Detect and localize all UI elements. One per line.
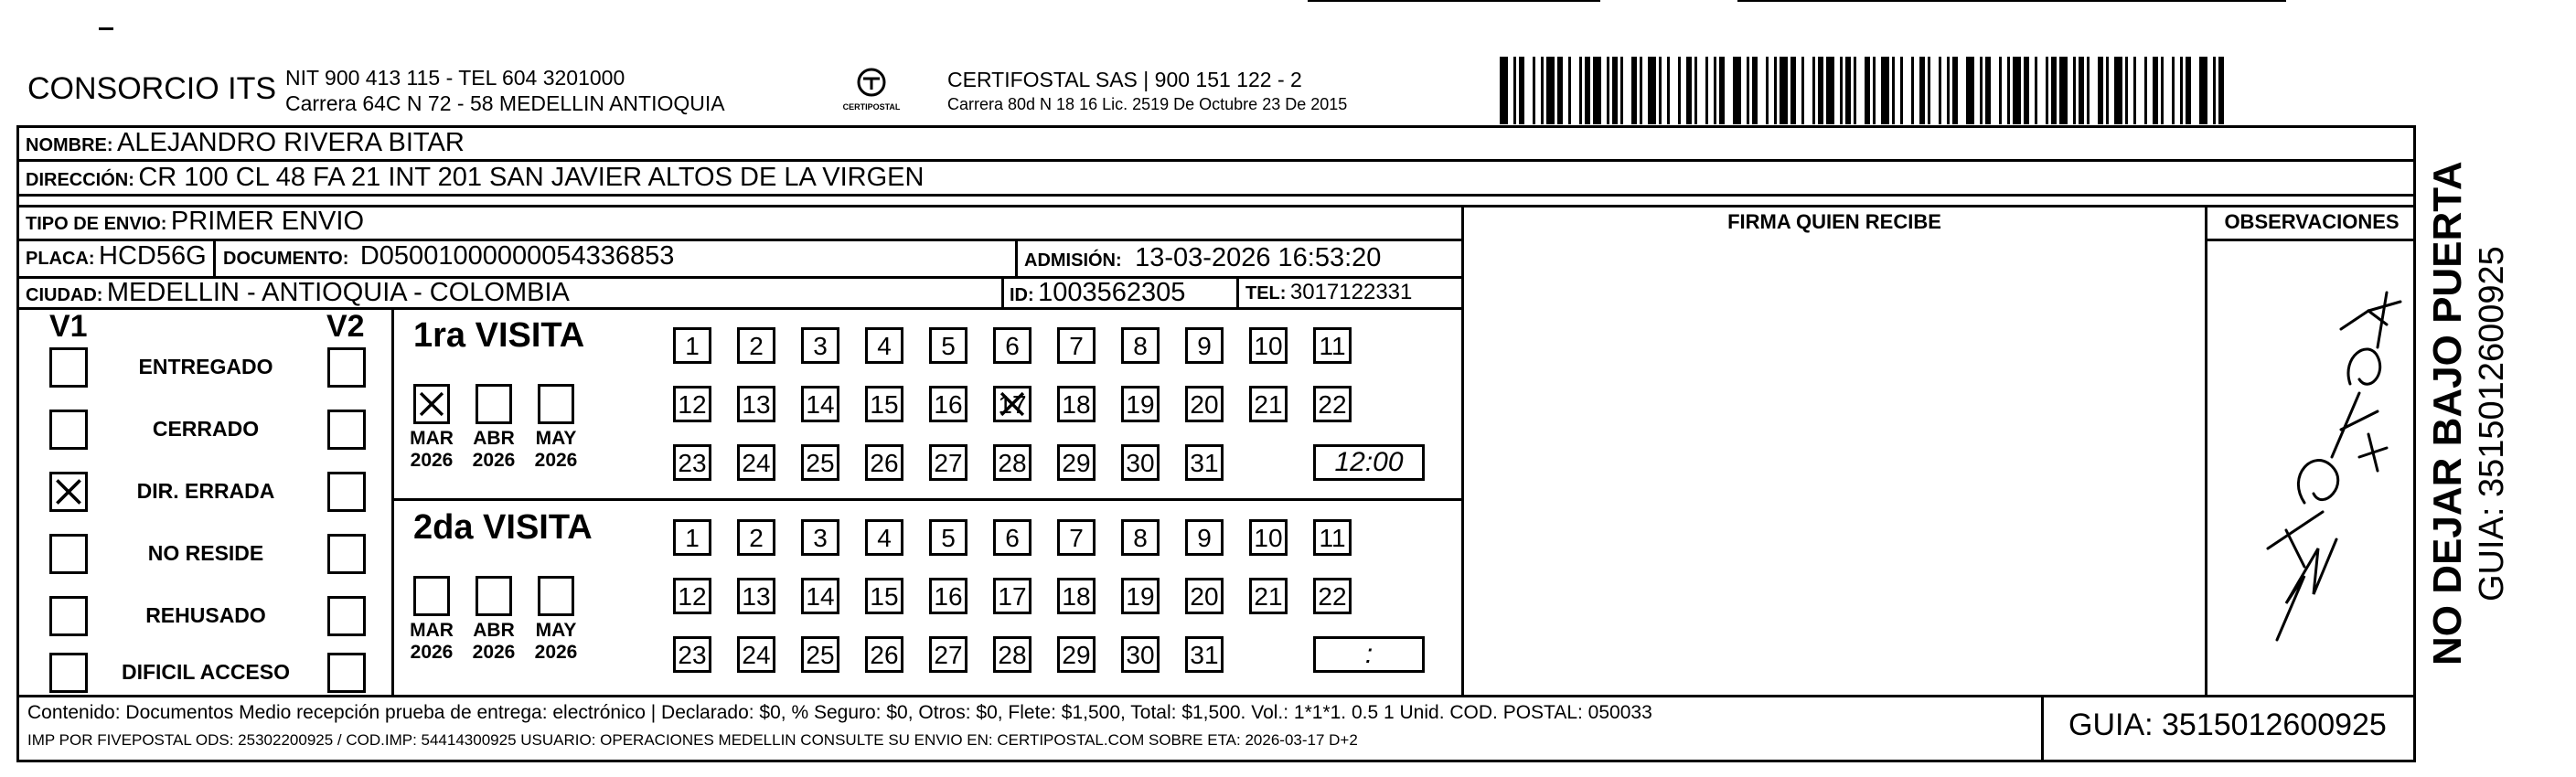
barcode-bar — [1999, 57, 2002, 124]
barcode-bar — [1900, 57, 1903, 124]
barcode-bar — [1612, 57, 1618, 124]
month-label — [525, 428, 587, 472]
tel-label: TEL: — [1245, 283, 1287, 303]
documento-label: DOCUMENTO: — [223, 249, 349, 269]
ciudad-label: CIUDAD: — [26, 285, 103, 305]
col-divider — [2041, 695, 2044, 762]
day-checkbox[interactable]: 3 — [801, 519, 839, 556]
barcode-bar — [1667, 57, 1670, 124]
barcode-bar — [1533, 57, 1535, 124]
company-nit: NIT 900 413 115 - TEL 604 3201000 — [285, 66, 625, 90]
barcode-bar — [1593, 57, 1601, 124]
day-checkbox[interactable]: 7 — [1057, 327, 1096, 364]
day-checkbox[interactable]: 30 — [1121, 636, 1160, 673]
id-label: ID: — [1010, 285, 1034, 305]
tel-cell — [1245, 280, 1412, 305]
barcode-bar — [2079, 57, 2084, 124]
certifier-address: Carrera 80d N 18 16 Lic. 2519 De Octubre 23 De 2015 — [947, 95, 1348, 113]
barcode-bar — [1620, 57, 1623, 124]
barcode-bar — [1892, 57, 1895, 124]
observaciones-header: OBSERVACIONES — [2224, 210, 2400, 233]
barcode-bar — [2024, 57, 2029, 124]
col-divider — [2205, 205, 2207, 695]
month-checkbox[interactable] — [413, 576, 450, 616]
placa-value: HCD56G — [99, 241, 207, 271]
row-divider — [16, 159, 2416, 162]
col-divider — [1001, 276, 1004, 307]
month-checkbox[interactable] — [538, 576, 574, 616]
barcode-bar — [1513, 57, 1516, 124]
barcode-bar — [1546, 57, 1555, 124]
status-label: CERRADO — [152, 417, 260, 441]
certifier-name: CERTIFOSTAL SAS | 900 151 122 - 2 — [947, 68, 1302, 91]
nombre-row — [26, 128, 465, 158]
month-checkbox[interactable] — [538, 384, 574, 424]
day-checkbox[interactable]: 19 — [1121, 386, 1160, 422]
status-v1-checkbox[interactable] — [49, 596, 88, 636]
day-checkbox[interactable]: 16 — [929, 578, 967, 614]
col-divider — [1236, 276, 1239, 307]
barcode-bar — [2035, 57, 2037, 124]
day-checkbox[interactable]: 10 — [1249, 327, 1288, 364]
footer-guia: GUIA: 3515012600925 — [2068, 708, 2387, 742]
tipo-value: PRIMER ENVIO — [170, 207, 365, 236]
row-divider — [16, 194, 2416, 197]
month-label — [401, 620, 463, 664]
barcode-bar — [1747, 57, 1749, 124]
barcode-bar — [1826, 57, 1834, 124]
barcode-bar — [1659, 57, 1662, 124]
direccion-value: CR 100 CL 48 FA 21 INT 201 SAN JAVIER ALTOS DE LA VIRGEN — [138, 163, 925, 192]
day-checkbox[interactable]: 21 — [1249, 578, 1288, 614]
month-name: ABR — [473, 620, 515, 641]
day-checkbox[interactable]: 12 — [673, 386, 711, 422]
barcode-bar — [1881, 57, 1889, 124]
day-checkbox[interactable]: 8 — [1121, 519, 1160, 556]
month-year: 2026 — [410, 642, 454, 663]
day-checkbox[interactable]: 15 — [865, 578, 903, 614]
row-divider — [16, 695, 2416, 697]
day-checkbox[interactable]: 12 — [673, 578, 711, 614]
month-year: 2026 — [472, 642, 516, 663]
barcode-bar — [1952, 57, 1958, 124]
month-label — [463, 620, 525, 664]
barcode-bar — [1557, 57, 1563, 124]
day-checkbox[interactable]: 4 — [865, 327, 903, 364]
barcode-bar — [1705, 57, 1708, 124]
barcode-bar — [2059, 57, 2068, 124]
day-checkbox[interactable]: 2 — [737, 519, 775, 556]
barcode-bar — [2161, 57, 2164, 124]
visit-title: 1ra VISITA — [413, 316, 585, 355]
status-label: ENTREGADO — [138, 355, 273, 378]
month-label — [525, 620, 587, 664]
day-checkbox[interactable]: 26 — [865, 636, 903, 673]
status-v1-checkbox[interactable] — [49, 472, 88, 512]
barcode-bar — [2153, 57, 2158, 124]
day-checkbox[interactable]: 6 — [993, 519, 1031, 556]
barcode-bar — [1928, 57, 1930, 124]
day-checkbox[interactable]: 21 — [1249, 386, 1288, 422]
day-checkbox[interactable]: 8 — [1121, 327, 1160, 364]
barcode-bar — [2125, 57, 2128, 124]
status-v2-checkbox[interactable] — [327, 410, 366, 450]
barcode-bar — [1873, 57, 1876, 124]
status-v1-checkbox[interactable] — [49, 410, 88, 450]
barcode-bar — [2013, 57, 2021, 124]
barcode-bar — [2051, 57, 2057, 124]
barcode-bar — [2213, 57, 2216, 124]
day-checkbox[interactable]: 23 — [673, 636, 711, 673]
barcode-bar — [1733, 57, 1741, 124]
ciudad-cell — [26, 278, 570, 308]
month-name: MAR — [410, 620, 454, 641]
barcode-bar — [1579, 57, 1582, 124]
day-checkbox[interactable]: 14 — [801, 386, 839, 422]
barcode-bar — [2144, 57, 2147, 124]
barcode-bar — [1865, 57, 1870, 124]
side-warning: NO DEJAR BAJO PUERTA — [2425, 161, 2470, 665]
barcode-bar — [1818, 57, 1823, 124]
direccion-label: DIRECCIÓN: — [26, 170, 134, 190]
nombre-label: NOMBRE: — [26, 135, 113, 155]
day-checkbox[interactable]: 29 — [1057, 444, 1096, 481]
day-checkbox[interactable]: 28 — [993, 636, 1031, 673]
barcode-bar — [1766, 57, 1769, 124]
barcode-bar — [1631, 57, 1637, 124]
day-checkbox[interactable]: 3 — [801, 327, 839, 364]
barcode-bar — [2133, 57, 2136, 124]
month-year: 2026 — [410, 450, 454, 471]
documento-cell — [223, 241, 674, 271]
day-checkbox[interactable]: 1 — [673, 327, 711, 364]
id-value: 1003562305 — [1038, 278, 1186, 307]
barcode-bar — [2186, 57, 2191, 124]
barcode-bar — [2218, 57, 2224, 124]
status-label: DIFICIL ACCESO — [121, 660, 290, 684]
day-checkbox[interactable]: 23 — [673, 444, 711, 481]
id-cell — [1010, 278, 1185, 308]
barcode-bar — [1648, 57, 1656, 124]
footer-contenido: Contenido: Documentos Medio recepción prueba de entrega: electrónico | Declarado: $0, % Seguro: $0, Otros: $0, Flete: $1,500, Total: $1,500. Vol.: 1*1*1. 0.5 1 Unid. COD. POSTAL: 050033 — [27, 702, 1652, 723]
month-label — [463, 428, 525, 472]
col-divider — [1015, 239, 1018, 276]
barcode-bar — [1854, 57, 1856, 124]
status-v2-checkbox[interactable] — [327, 653, 366, 693]
barcode-bar — [1812, 57, 1815, 124]
day-checkbox[interactable]: 11 — [1313, 519, 1352, 556]
visit-title: 2da VISITA — [413, 508, 593, 547]
barcode — [1500, 57, 2231, 124]
barcode-bar — [1790, 57, 1796, 124]
nombre-value: ALEJANDRO RIVERA BITAR — [117, 128, 465, 157]
barcode-bar — [2114, 57, 2122, 124]
day-checkbox[interactable]: 10 — [1249, 519, 1288, 556]
month-checkbox[interactable] — [476, 576, 512, 616]
barcode-bar — [1939, 57, 1941, 124]
admision-cell — [1024, 243, 1381, 273]
month-name: MAR — [410, 428, 454, 449]
day-checkbox[interactable]: 27 — [929, 636, 967, 673]
col-divider — [391, 307, 394, 695]
svg-text:CERTIPOSTAL: CERTIPOSTAL — [842, 102, 901, 112]
barcode-bar — [1541, 57, 1544, 124]
day-checkbox[interactable]: 4 — [865, 519, 903, 556]
barcode-bar — [1714, 57, 1716, 124]
day-checkbox[interactable]: 11 — [1313, 327, 1352, 364]
month-checkbox[interactable] — [413, 384, 450, 424]
day-checkbox[interactable]: 16 — [929, 386, 967, 422]
barcode-bar — [1585, 57, 1590, 124]
barcode-bar — [1845, 57, 1851, 124]
stray-mark — [99, 27, 113, 30]
day-checkbox[interactable]: 13 — [737, 386, 775, 422]
barcode-bar — [1752, 57, 1758, 124]
barcode-bar — [1640, 57, 1642, 124]
day-checkbox[interactable]: 9 — [1185, 519, 1224, 556]
admision-value: 13-03-2026 16:53:20 — [1135, 243, 1382, 272]
day-checkbox[interactable]: 2 — [737, 327, 775, 364]
barcode-bar — [1519, 57, 1524, 124]
month-year: 2026 — [472, 450, 516, 471]
day-checkbox[interactable]: 22 — [1313, 578, 1352, 614]
day-checkbox[interactable]: 29 — [1057, 636, 1096, 673]
barcode-bar — [1607, 57, 1609, 124]
barcode-bar — [1840, 57, 1843, 124]
day-checkbox[interactable]: 20 — [1185, 386, 1224, 422]
day-checkbox[interactable]: 5 — [929, 519, 967, 556]
status-label: NO RESIDE — [147, 541, 264, 565]
day-checkbox[interactable]: 25 — [801, 636, 839, 673]
status-v2-checkbox[interactable] — [327, 596, 366, 636]
barcode-bar — [1568, 57, 1571, 124]
status-v2-checkbox[interactable] — [327, 347, 366, 388]
month-name: ABR — [473, 428, 515, 449]
day-checkbox[interactable]: 31 — [1185, 444, 1224, 481]
month-checkbox[interactable] — [476, 384, 512, 424]
status-label: DIR. ERRADA — [136, 479, 275, 503]
day-checkbox[interactable]: 9 — [1185, 327, 1224, 364]
placa-cell — [26, 241, 207, 271]
barcode-bar — [2087, 57, 2090, 124]
barcode-bar — [1911, 57, 1914, 124]
day-checkbox[interactable]: 20 — [1185, 578, 1224, 614]
day-checkbox[interactable]: 25 — [801, 444, 839, 481]
month-name: MAY — [535, 428, 577, 449]
day-checkbox[interactable]: 24 — [737, 636, 775, 673]
day-checkbox[interactable]: 13 — [737, 578, 775, 614]
month-label — [401, 428, 463, 472]
day-checkbox[interactable]: 14 — [801, 578, 839, 614]
barcode-bar — [1919, 57, 1925, 124]
barcode-bar — [1980, 57, 1983, 124]
day-checkbox[interactable]: 26 — [865, 444, 903, 481]
day-checkbox[interactable]: 19 — [1121, 578, 1160, 614]
firma-area[interactable] — [1464, 239, 2205, 695]
col-divider — [391, 498, 1461, 501]
top-border-fragment — [1308, 0, 1600, 2]
certipostal-logo — [839, 64, 903, 115]
day-checkbox[interactable]: 28 — [993, 444, 1031, 481]
direccion-row — [26, 163, 924, 193]
day-checkbox[interactable]: 17 — [993, 386, 1031, 422]
day-checkbox[interactable]: 6 — [993, 327, 1031, 364]
row-divider — [16, 205, 2416, 208]
day-checkbox[interactable]: 17 — [993, 578, 1031, 614]
v1-header: V1 — [49, 309, 88, 344]
status-v2-checkbox[interactable] — [327, 534, 366, 574]
barcode-bar — [1801, 57, 1804, 124]
ciudad-value: MEDELLIN - ANTIOQUIA - COLOMBIA — [106, 278, 570, 307]
day-checkbox[interactable]: 24 — [737, 444, 775, 481]
barcode-bar — [2098, 57, 2103, 124]
status-v1-checkbox[interactable] — [49, 347, 88, 388]
day-checkbox[interactable]: 7 — [1057, 519, 1096, 556]
status-v2-checkbox[interactable] — [327, 472, 366, 512]
barcode-bar — [1947, 57, 1950, 124]
placa-label: PLACA: — [26, 249, 95, 269]
barcode-bar — [2046, 57, 2048, 124]
month-name: MAY — [535, 620, 577, 641]
barcode-bar — [2172, 57, 2175, 124]
month-year: 2026 — [534, 642, 578, 663]
tipo-row — [26, 207, 364, 237]
status-v1-checkbox[interactable] — [49, 653, 88, 693]
tel-value: 3017122331 — [1289, 280, 1413, 304]
day-checkbox[interactable]: 30 — [1121, 444, 1160, 481]
documento-value: D05001000000054336853 — [359, 241, 675, 271]
company-address: Carrera 64C N 72 - 58 MEDELLIN ANTIOQUIA — [285, 91, 725, 115]
firma-header: FIRMA QUIEN RECIBE — [1727, 210, 1941, 233]
top-border-fragment — [1737, 0, 2286, 2]
day-checkbox[interactable]: 27 — [929, 444, 967, 481]
time-field[interactable]: 12:00 — [1313, 444, 1425, 481]
day-checkbox[interactable]: 18 — [1057, 386, 1096, 422]
day-checkbox[interactable]: 15 — [865, 386, 903, 422]
status-v1-checkbox[interactable] — [49, 534, 88, 574]
day-checkbox[interactable]: 18 — [1057, 578, 1096, 614]
tipo-label: TIPO DE ENVIO: — [26, 214, 167, 234]
time-field[interactable]: : — [1313, 636, 1425, 673]
barcode-bar — [2106, 57, 2109, 124]
barcode-bar — [1678, 57, 1681, 124]
barcode-bar — [1780, 57, 1788, 124]
row-divider — [2207, 239, 2416, 241]
day-checkbox[interactable]: 5 — [929, 327, 967, 364]
col-divider — [213, 239, 216, 276]
admision-label: ADMISIÓN: — [1024, 250, 1122, 271]
barcode-bar — [1686, 57, 1692, 124]
barcode-bar — [2007, 57, 2010, 124]
barcode-bar — [1500, 57, 1508, 124]
day-checkbox[interactable]: 22 — [1313, 386, 1352, 422]
status-label: REHUSADO — [145, 603, 266, 627]
barcode-bar — [1985, 57, 1991, 124]
footer-imp: IMP POR FIVEPOSTAL ODS: 25302200925 / COD.IMP: 54414300925 USUARIO: OPERACIONES MEDELLIN CONSULTE SU ENVIO EN: CERTIPOSTAL.COM SOBRE ETA: 2026-03-17 D+2 — [27, 731, 1358, 749]
barcode-bar — [1774, 57, 1777, 124]
handwritten-observation — [2250, 274, 2405, 658]
barcode-bar — [2073, 57, 2076, 124]
company-name: CONSORCIO ITS — [27, 71, 277, 106]
side-guia: GUIA: 3515012600925 — [2473, 246, 2511, 601]
barcode-bar — [2199, 57, 2207, 124]
barcode-bar — [1719, 57, 1725, 124]
barcode-bar — [1966, 57, 1974, 124]
day-checkbox[interactable]: 31 — [1185, 636, 1224, 673]
month-year: 2026 — [534, 450, 578, 471]
v2-header: V2 — [326, 309, 365, 344]
barcode-bar — [1694, 57, 1697, 124]
day-checkbox[interactable]: 1 — [673, 519, 711, 556]
barcode-bar — [2180, 57, 2183, 124]
